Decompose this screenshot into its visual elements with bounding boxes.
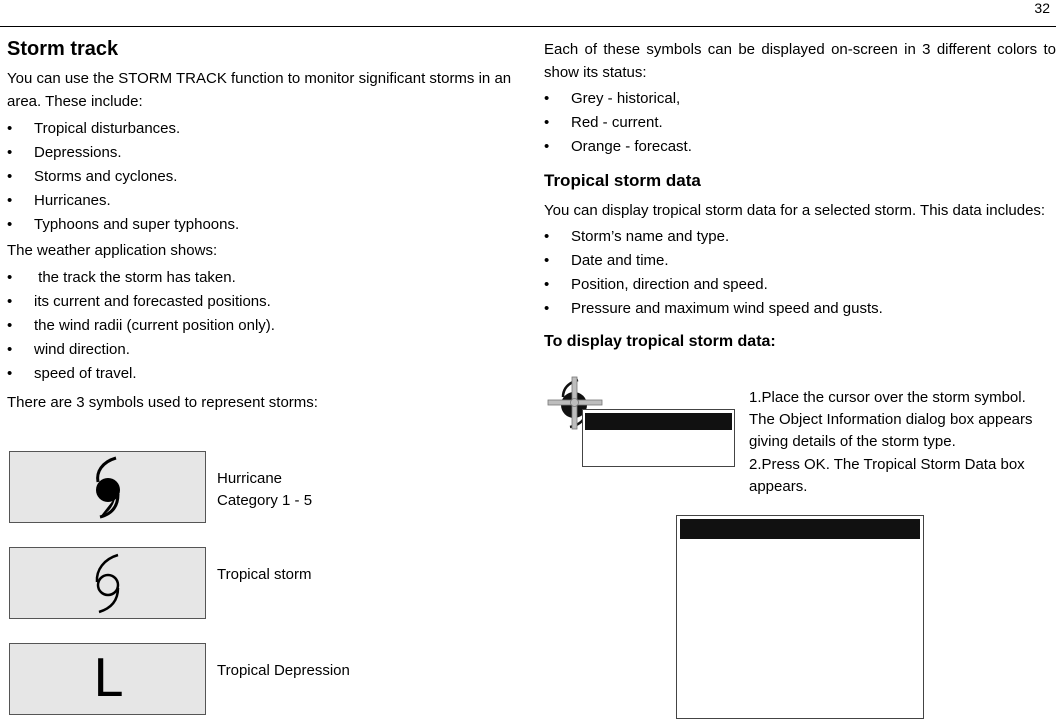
tropical-storm-data-dialog xyxy=(676,515,924,719)
colors-list xyxy=(544,87,1044,159)
list-item: • wind direction. xyxy=(7,338,507,362)
list-item: • Red - current. xyxy=(544,111,1044,135)
storm-track-intro: You can use the STORM TRACK function to monitor significant storms in an area. These include: xyxy=(7,70,512,110)
list-item: • Hurricanes. xyxy=(7,189,507,213)
tropical-storm-symbol-box xyxy=(9,547,206,619)
list-item: • Tropical disturbances. xyxy=(7,117,507,141)
tropical-depression-label: Tropical Depression xyxy=(217,662,350,679)
tropical-depression-symbol-box xyxy=(9,643,206,715)
list-item: • Orange - forecast. xyxy=(544,135,1044,159)
storm-data-list xyxy=(544,225,1056,321)
page-number: 32 xyxy=(1034,0,1050,16)
list-item: • Depressions. xyxy=(7,141,507,165)
list-item: • Position, direction and speed. xyxy=(544,273,1056,297)
step-2-text: 2.Press OK. The Tropical Storm Data box appears. xyxy=(749,456,1025,495)
list-item: • Grey - historical, xyxy=(544,87,1044,111)
header-rule xyxy=(0,26,1056,27)
tropical-depression-symbol-icon: L xyxy=(93,649,122,709)
storm-data-intro: You can display tropical storm data for a selected storm. This data includes: xyxy=(544,202,1046,219)
dialog-title-bar xyxy=(585,413,732,430)
step-1-text: 1.Place the cursor over the storm symbol. The Object Information dialog box appears giving details of the storm type. xyxy=(749,389,1033,450)
object-information-dialog xyxy=(582,409,735,467)
tropical-storm-symbol-icon xyxy=(88,550,128,616)
storm-types-list xyxy=(7,117,507,237)
list-item: • Pressure and maximum wind speed and gusts. xyxy=(544,297,1056,321)
list-item: • Typhoons and super typhoons. xyxy=(7,213,507,237)
list-item: • Storms and cyclones. xyxy=(7,165,507,189)
list-item: • the wind radii (current position only). xyxy=(7,314,507,338)
shows-heading: The weather application shows: xyxy=(7,242,218,259)
hurricane-symbol-icon xyxy=(88,454,128,520)
list-item: • Date and time. xyxy=(544,249,1056,273)
storm-track-title: Storm track xyxy=(7,38,119,60)
list-item: • speed of travel. xyxy=(7,362,507,386)
shows-list xyxy=(7,266,507,386)
list-item: • the track the storm has taken. xyxy=(7,266,507,290)
colors-intro: Each of these symbols can be displayed on-screen in 3 different colors to show its status: xyxy=(544,41,1056,81)
hurricane-symbol-box xyxy=(9,451,206,523)
list-item: • its current and forecasted positions. xyxy=(7,290,507,314)
list-item: • Storm’s name and type. xyxy=(544,225,1056,249)
tropical-storm-label: Tropical storm xyxy=(217,566,312,583)
hurricane-label: Hurricane Category 1 - 5 xyxy=(217,470,313,509)
dialog-title-bar xyxy=(680,519,920,539)
procedure-title: To display tropical storm data: xyxy=(544,333,776,350)
symbols-heading: There are 3 symbols used to represent storms: xyxy=(7,394,318,411)
tropical-storm-data-title: Tropical storm data xyxy=(544,171,701,190)
